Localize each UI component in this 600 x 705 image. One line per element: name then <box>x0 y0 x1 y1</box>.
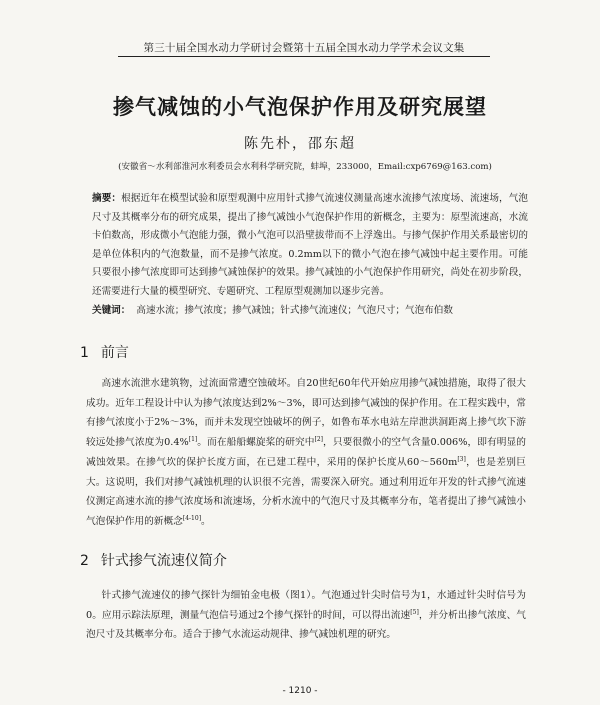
citation: [2] <box>314 435 323 443</box>
paragraph-text: 。 <box>201 515 211 527</box>
paragraph-text: 。而在船船螺旋桨的研究中 <box>197 437 315 449</box>
paper-affiliation: (安徽省～水利部淮河水利委员会水利科学研究院，蚌埠，233000，Email:cxp6769@163.com) <box>118 162 492 172</box>
instrument-paragraph <box>86 586 526 645</box>
section-heading-introduction <box>80 342 129 362</box>
citation: [4-10] <box>182 514 202 522</box>
paper-title: 掺气减蚀的小气泡保护作用及研究展望 <box>113 95 487 119</box>
section-title: 前言 <box>100 345 129 361</box>
abstract-text: 根据近年在模型试验和原型观测中应用针式掺气流速仪测量高速水流掺气浓度场、流速场，气泡尺寸及其概率分布的研究成果，提出了掺气减蚀小气泡保护作用的新概念，主要为：原型流速高，水流卡伯数高，形成微小气泡能力强，微小气泡可以沿壁拔带而不上浮逸出。与掺气保护作用关系最密切的是单位体积内的气泡数量，而不是掺气浓度。0.2mm以下的微小气泡在掺气减蚀中起主要作用。可能只要很小掺气浓度即可达到掺气减蚀保护的效果。掺气减蚀的小气泡保护作用研究，尚处在初步阶段，还需要进行大量的模型研究、专题研究、工程原型观测加以逐步完善。 <box>92 193 529 297</box>
citation: [5] <box>410 608 419 616</box>
header-rule <box>118 56 490 57</box>
section-number: 1 <box>80 345 89 361</box>
keywords-label: 关键词： <box>92 305 131 316</box>
section-heading-instrument <box>80 550 227 570</box>
paragraph-text: ，并分析出掺气浓度、气泡尺寸及其概率分布。适合于掺气水流运动规律、掺气减蚀机理的研究。 <box>86 609 526 641</box>
abstract-label: 摘要： <box>92 193 122 204</box>
paragraph-text: ，只要很微小的空气含量0.006%，即有明显的减蚀效果。在掺气坎的保护长度方面，在已建工程中，采用的保护长度从60～560m <box>86 437 526 468</box>
section-title: 针式掺气流速仪简介 <box>100 553 227 569</box>
abstract <box>92 190 528 302</box>
paragraph-text: ，也是差别巨大。这说明，我们对掺气减蚀机理的认识很不完善，需要深入研究。通过利用近年开发的针式掺气流速仪测定高速水流的掺气浓度场和流速场，分析水流中的气泡尺寸及其概率分布，笔者提出了掺气减蚀小气泡保护作用的新概念 <box>86 456 526 527</box>
paragraph-text: 高速水流泄水建筑物，过流面常遭空蚀破坏。自20世纪60年代开始应用掺气减蚀措施，取得了很大成功。近年工程设计中认为掺气浓度达到2%～3%，即可达到掺气减蚀的保护作用。在工程实践中，常有掺气浓度小于2%～3%，而并未发现空蚀破坏的例子，如鲁布革水电站左岸泄洪洞距离上掺气坎下游较远处掺气浓度为0.4% <box>86 378 526 449</box>
page-number: - 1210 - <box>282 686 318 696</box>
keywords-text: 高速水流；掺气浓度；掺气减蚀；针式掺气流速仪；气泡尺寸；气泡布伯数 <box>136 305 453 316</box>
citation: [3] <box>457 455 466 463</box>
paragraph-text: 针式掺气流速仪的掺气探针为细铂金电极（图1）。气泡通过针尖时信号为1，水通过针尖时信号为0。应用示踪法原理，测量气泡信号通过2个掺气探针的时间，可以得出流速 <box>86 590 526 621</box>
introduction-paragraph <box>86 374 526 532</box>
keywords <box>92 302 532 320</box>
paper-authors: 陈先朴，邵东超 <box>244 136 356 152</box>
section-number: 2 <box>80 553 89 569</box>
running-header: 第三十届全国水动力学研讨会暨第十五届全国水动力学学术会议文集 <box>143 42 465 54</box>
citation: [1] <box>188 435 198 443</box>
